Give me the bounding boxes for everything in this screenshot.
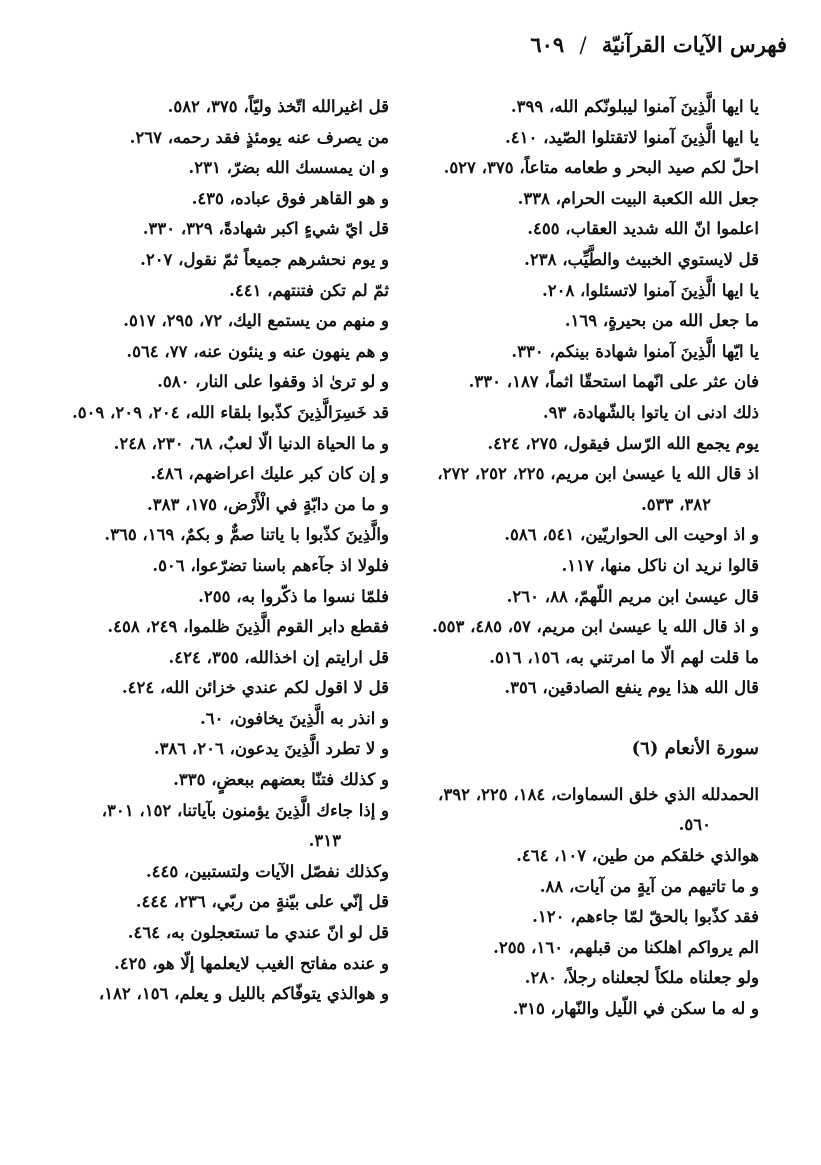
entry-continuation: ٣١٣. bbox=[308, 831, 341, 851]
index-entry bbox=[21, 704, 389, 735]
left-column bbox=[21, 92, 389, 1010]
entry-text: ثمّ لم تكن فتنتهم، ٤٤١. bbox=[229, 280, 389, 300]
index-entry bbox=[419, 276, 759, 307]
entry-text: قد خَسِرَالَّذِينَ كذّبوا بلقاء الله، ٢٠٤، ٢٠٩، ٥٠٩. bbox=[71, 402, 389, 422]
entry-text: فلولا اذ جآءهم باسنا تضرّعوا، ٥٠٦. bbox=[152, 555, 389, 575]
entry-continuation: ٣٨٢، ٥٣٣. bbox=[640, 494, 711, 514]
index-entry bbox=[21, 276, 389, 307]
index-entry bbox=[419, 459, 759, 520]
entry-text: قل ايّ شيءٍ اكبر شهادةً، ٣٢٩، ٣٣٠. bbox=[142, 219, 389, 239]
entry-text: فقد كذّبوا بالحقّ لمّا جاءهم، ١٢٠. bbox=[532, 907, 759, 927]
index-entry bbox=[21, 949, 389, 980]
index-entry bbox=[419, 780, 759, 841]
index-entry bbox=[21, 765, 389, 796]
entry-text: قل لا اقول لكم عندي خزائن الله، ٤٢٤. bbox=[121, 678, 389, 698]
entry-continuation: ٥٦٠. bbox=[678, 815, 711, 835]
entry-text: و يوم نحشرهم جميعاً ثمّ نقول، ٢٠٧. bbox=[140, 249, 389, 269]
entry-text: قال عيسىٰ ابن مريم اللّهمّ، ٨٨، ٢٦٠. bbox=[506, 586, 759, 606]
index-entry bbox=[21, 887, 389, 918]
entry-text: يوم يجمع الله الرّسل فيقول، ٢٧٥، ٤٢٤. bbox=[487, 433, 759, 453]
index-entry bbox=[419, 214, 759, 245]
index-entry bbox=[21, 214, 389, 245]
index-entry bbox=[419, 123, 759, 154]
index-entry bbox=[419, 153, 759, 184]
entry-text: و إذا جاءك الَّذِينَ يؤمنون بآياتنا، ١٥٢، ٣٠١، bbox=[101, 800, 389, 820]
entry-text: و ما من دابّةٍ في الْأَرْض، ١٧٥، ٣٨٣. bbox=[147, 494, 389, 514]
entry-text: اعلموا انّ الله شديد العقاب، ٤٥٥. bbox=[527, 219, 759, 239]
entry-text: و انذر به الَّذِينَ يخافون، ٦٠. bbox=[200, 708, 389, 728]
entry-text: قل ارايتم إن اخذالله، ٣٥٥، ٤٢٤. bbox=[168, 647, 389, 667]
index-entry bbox=[419, 902, 759, 933]
index-entry bbox=[419, 520, 759, 551]
entry-text: والَّذِينَ كذّبوا با ياتنا صمٌّ و بكمٌ، ١٦٩، ٣٦٥. bbox=[104, 525, 389, 545]
entry-text: و اذ قال الله يا عيسىٰ ابن مريم، ٥٧، ٤٨٥، ٥٥٣. bbox=[431, 617, 759, 637]
entry-text: ذلك ادنى ان ياتوا بالشّهادة، ٩٣. bbox=[542, 402, 759, 422]
entry-text: و إن كان كبر عليك اعراضهم، ٤٨٦. bbox=[150, 464, 389, 484]
index-entry bbox=[419, 429, 759, 460]
right-column-entries-after bbox=[419, 780, 759, 1025]
right-column bbox=[419, 92, 759, 1025]
index-entry bbox=[21, 337, 389, 368]
entry-text: و منهم من يستمع اليك، ٧٢، ٢٩٥، ٥١٧. bbox=[123, 311, 389, 331]
index-entry bbox=[419, 398, 759, 429]
index-entry bbox=[21, 520, 389, 551]
entry-text: يا ايها الَّذِينَ آمنوا لاتسئلوا، ٢٠٨. bbox=[541, 280, 759, 300]
index-entry bbox=[419, 643, 759, 674]
index-entry bbox=[419, 963, 759, 994]
entry-text: و اذ اوحيت الى الحواريّين، ٥٤١، ٥٨٦. bbox=[504, 525, 759, 545]
right-column-entries bbox=[419, 92, 759, 704]
index-entry bbox=[21, 490, 389, 521]
index-entry bbox=[419, 841, 759, 872]
left-column-entries bbox=[21, 92, 389, 1010]
entry-text: و لا تطرد الَّذِينَ يدعون، ٢٠٦، ٣٨٦. bbox=[153, 739, 389, 759]
entry-text: احلّ لكم صيد البحر و طعامه متاعاً، ٣٧٥، ٥٢٧. bbox=[443, 158, 759, 178]
entry-text: ولو جعلناه ملكاً لجعلناه رجلاً، ٢٨٠. bbox=[524, 968, 759, 988]
entry-text: و عنده مفاتح الغيب لايعلمها إلّا هو، ٤٢٥. bbox=[113, 953, 389, 973]
index-entry bbox=[21, 123, 389, 154]
index-entry bbox=[419, 994, 759, 1025]
entry-text: و هوالذي يتوفّاكم بالليل و يعلم، ١٥٦، ١٨٢، bbox=[98, 984, 389, 1004]
index-entry bbox=[21, 796, 389, 857]
index-entry bbox=[21, 459, 389, 490]
index-entry bbox=[21, 582, 389, 613]
index-entry bbox=[419, 245, 759, 276]
entry-text: فان عثر على انّهما استحقّا اثماً، ١٨٧، ٣٣٠. bbox=[468, 372, 759, 392]
entry-text: و لو ترىٰ اذ وقفوا على النار، ٥٨٠. bbox=[157, 372, 389, 392]
index-entry bbox=[21, 306, 389, 337]
index-entry bbox=[419, 551, 759, 582]
entry-text: اذ قال الله يا عيسىٰ ابن مريم، ٢٢٥، ٢٥٢، ٢٧٢، bbox=[437, 464, 759, 484]
index-entry bbox=[21, 734, 389, 765]
index-entry bbox=[21, 184, 389, 215]
entry-text: ما قلت لهم الّا ما امرتني به، ١٥٦، ٥١٦. bbox=[489, 647, 759, 667]
index-entry bbox=[21, 979, 389, 1010]
index-entry bbox=[21, 153, 389, 184]
page-number: ٦٠٩ bbox=[530, 32, 565, 57]
index-entry bbox=[419, 612, 759, 643]
entry-text: وكذلك نفصّل الآيات ولتستبين، ٤٤٥. bbox=[145, 861, 389, 881]
entry-text: الم يرواكم اهلكنا من قبلهم، ١٦٠، ٢٥٥. bbox=[493, 937, 759, 957]
entry-text: و ما الحياة الدنيا الّا لعبٌ، ٦٨، ٢٣٠، ٢٤٨. bbox=[113, 433, 389, 453]
index-entry bbox=[419, 933, 759, 964]
header-title: فهرس الآيات القرآنيّة bbox=[601, 32, 787, 57]
entry-text: يا ايها الَّذِينَ آمنوا ليبلونّكم الله، ٣٩٩. bbox=[510, 97, 759, 116]
running-header bbox=[530, 30, 787, 60]
index-entry bbox=[21, 643, 389, 674]
entry-text: و له ما سكن في اللّيل والنّهار، ٣١٥. bbox=[512, 999, 759, 1019]
entry-text: و ان يمسسك الله بضرّ، ٢٣١. bbox=[188, 158, 389, 178]
index-entry bbox=[419, 673, 759, 704]
index-entry bbox=[419, 337, 759, 368]
index-entry bbox=[21, 367, 389, 398]
entry-text: و ما تاتيهم من آيةٍ من آيات، ٨٨. bbox=[539, 876, 759, 896]
entry-text: ما جعل الله من بحيرةٍ، ١٦٩. bbox=[564, 311, 759, 331]
header-separator: / bbox=[579, 33, 587, 57]
entry-text: جعل الله الكعبة البيت الحرام، ٣٣٨. bbox=[517, 188, 759, 208]
entry-text: يا ايّها الَّذِينَ آمنوا شهادة بينكم، ٣٣٠. bbox=[511, 341, 759, 361]
entry-text: هوالذي خلقكم من طين، ١٠٧، ٤٦٤. bbox=[516, 846, 759, 866]
entry-text: قل اغيرالله اتّخذ وليّاً، ٣٧٥، ٥٨٢. bbox=[167, 97, 389, 116]
index-entry bbox=[21, 857, 389, 888]
entry-text: قال الله هذا يوم ينفع الصادقين، ٣٥٦. bbox=[504, 678, 759, 698]
entry-text: و كذلك فتنّا بعضهم ببعضٍ، ٣٣٥. bbox=[173, 770, 389, 790]
entry-text: قالوا نريد ان ناكل منها، ١١٧. bbox=[561, 555, 759, 575]
entry-text: من يصرف عنه يومئذٍ فقد رحمه، ٢٦٧. bbox=[129, 127, 389, 147]
index-entry bbox=[21, 673, 389, 704]
entry-text: قل لايستوي الخبيث والطَّيِّب، ٢٣٨. bbox=[524, 249, 759, 269]
index-entry bbox=[419, 184, 759, 215]
index-entry bbox=[419, 92, 759, 123]
index-entry bbox=[21, 612, 389, 643]
entry-text: الحمدلله الذي خلق السماوات، ١٨٤، ٢٢٥، ٣٩٢، bbox=[438, 784, 759, 804]
index-entry bbox=[21, 429, 389, 460]
index-entry bbox=[21, 551, 389, 582]
entry-text: فقطع دابر القوم الَّذِينَ ظلموا، ٢٤٩، ٤٥٨. bbox=[107, 617, 389, 637]
index-entry bbox=[21, 918, 389, 949]
entry-text: فلمّا نسوا ما ذكّروا به، ٢٥٥. bbox=[198, 586, 389, 606]
index-entry bbox=[419, 872, 759, 903]
entry-text: و هو القاهر فوق عباده، ٤٣٥. bbox=[191, 188, 389, 208]
index-entry bbox=[419, 582, 759, 613]
entry-text: قل إنّي على بيّنةٍ من ربّي، ٢٣٦، ٤٤٤. bbox=[135, 892, 389, 912]
index-entry bbox=[21, 92, 389, 123]
index-entry bbox=[419, 306, 759, 337]
index-entry bbox=[21, 398, 389, 429]
index-entry bbox=[21, 245, 389, 276]
index-entry bbox=[419, 367, 759, 398]
surah-heading: سورة الأنعام (٦) bbox=[631, 737, 759, 759]
entry-text: و هم ينهون عنه و ينئون عنه، ٧٧، ٥٦٤. bbox=[126, 341, 389, 361]
entry-text: قل لو انّ عندي ما تستعجلون به، ٤٦٤. bbox=[127, 923, 389, 943]
entry-text: يا ايها الَّذِينَ آمنوا لاتقتلوا الصّيد، ٤١٠. bbox=[505, 127, 759, 147]
